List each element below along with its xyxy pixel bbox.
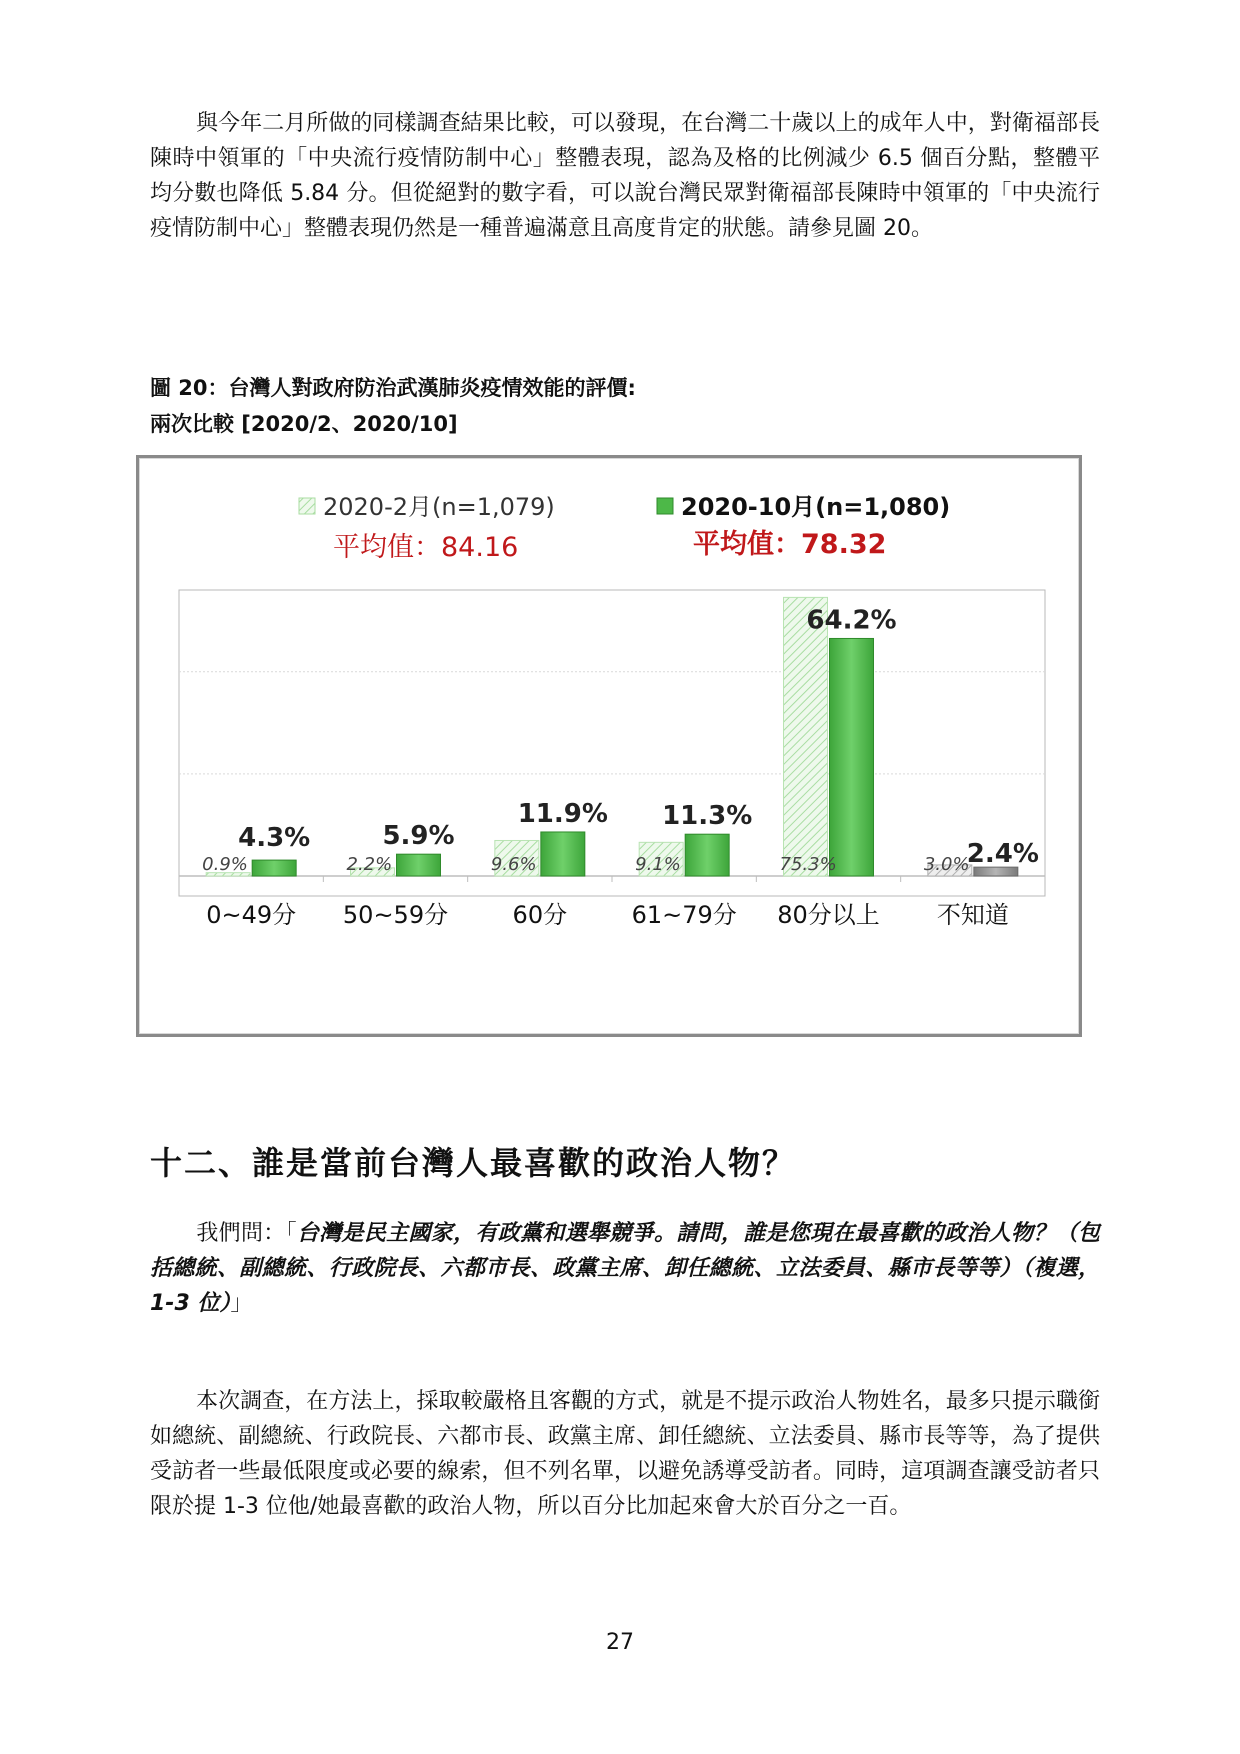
legend-swatch-feb [299, 498, 315, 514]
data-label-oct: 5.9% [382, 821, 455, 852]
x-axis-labels [206, 901, 1009, 929]
page-number: 27 [606, 1630, 634, 1655]
figure-title-line2: 兩次比較 [2020/2、2020/10] [150, 412, 458, 436]
x-tick-label: 50~59分 [342, 901, 449, 929]
legend-label-feb: 2020-2月(n=1,079) [323, 493, 555, 521]
paragraph-method-text: 本次調查，在方法上，採取較嚴格且客觀的方式，就是不提示政治人物姓名，最多只提示職銜如總統、副總統、行政院長、六都市長、政黨主席、卸任總統、立法委員、縣市長等等，為了提供受訪者一些最低限度或必要的線索，但不列名單，以避免誘導受訪者。同時，這項調查讓受訪者只限於提 1-3 位他/她最喜歡的政治人物，所以百分比加起來會大於百分之一百。 [150, 1389, 1100, 1519]
bar-feb [784, 597, 828, 876]
bar-oct [541, 832, 585, 876]
x-tick-label: 80分以上 [777, 901, 880, 929]
paragraph-comparison-text: 與今年二月所做的同樣調查結果比較，可以發現，在台灣二十歲以上的成年人中，對衛福部長陳時中領軍的「中央流行疫情防制中心」整體表現，認為及格的比例減少 6.5 個百分點，整體平均分數也降低 5.84 分。但從絕對的數字看，可以說台灣民眾對衛福部長陳時中領軍的「中央流行疫情防制中心」整體表現仍然是一種普遍滿意且高度肯定的狀態。請參見圖 20。 [150, 111, 1100, 241]
bar-oct [397, 854, 441, 876]
data-label-oct: 64.2% [806, 605, 897, 636]
figure-title-line1: 圖 20：台灣人對政府防治武漢肺炎疫情效能的評價: [150, 376, 636, 400]
question-text: 台灣是民主國家，有政黨和選舉競爭。請問，誰是您現在最喜歡的政治人物？（包括總統、副總統、行政院長、六都市長、政黨主席、卸任總統、立法委員、縣市長等等）（複選，1-3 位） [150, 1221, 1100, 1316]
x-tick-label: 不知道 [936, 901, 1009, 929]
data-label-feb: 2.2% [346, 854, 393, 875]
x-tick-label: 60分 [512, 901, 568, 929]
data-label-oct: 2.4% [966, 839, 1039, 869]
paragraph-comparison [150, 106, 1100, 246]
legend-swatch-oct [657, 498, 673, 514]
chart-legend [299, 493, 950, 563]
average-oct: 平均值：78.32 [693, 529, 887, 560]
bar-chart [136, 455, 1082, 1037]
data-label-oct: 4.3% [238, 823, 311, 853]
data-label-feb: 9.6% [490, 854, 537, 875]
bar-chart-svg [139, 458, 1079, 1034]
data-label-feb: 9.1% [635, 854, 681, 875]
data-label-feb: 0.9% [202, 854, 248, 875]
x-tick-label: 0~49分 [206, 901, 297, 929]
data-label-oct: 11.9% [517, 798, 608, 829]
average-feb: 平均值：84.16 [333, 532, 519, 563]
bar-oct [830, 638, 874, 876]
legend-label-oct: 2020-10月(n=1,080) [681, 493, 951, 521]
question-prefix: 我們問：「 [196, 1221, 297, 1246]
question-suffix: 」 [230, 1291, 253, 1316]
data-label-feb: 75.3% [779, 854, 837, 875]
figure-title [150, 370, 636, 442]
section-heading: 十二、誰是當前台灣人最喜歡的政治人物？ [150, 1144, 797, 1182]
bar-oct [252, 860, 296, 876]
x-tick-label: 61~79分 [631, 901, 737, 929]
paragraph-method [150, 1384, 1100, 1524]
paragraph-question [150, 1216, 1100, 1321]
data-label-oct: 11.3% [662, 801, 753, 832]
data-label-feb: 3.0% [923, 854, 970, 875]
bar-oct [685, 834, 729, 876]
